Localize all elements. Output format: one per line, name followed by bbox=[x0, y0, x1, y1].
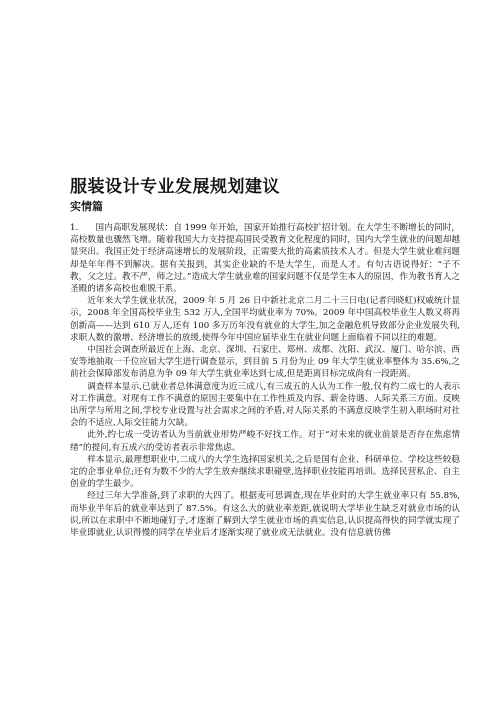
paragraph-anxiety: 此外,约七成一受访者认为当前就业形势严峻不好找工作。对于“对未来的就业前景是否存在焦虑情绪”的提问,有五成六的受访者表示非常焦虑。 bbox=[70, 430, 460, 453]
paragraph-satisfaction: 调查样本显示,已就业者总体满意度为近三成八,有三成五的人认为工作一般,仅有约二成七的人表示对工作满意。对现有工作不满意的原因主要集中在工作性质及内容、薪金待遇、人际关系三方面。反映出所学与所用之间,学校专业设置与社会需求之间的矛盾,对人际关系的不满意反映学生初入职场时对社会的不适应,人际交往能力欠缺。 bbox=[70, 381, 460, 429]
section-heading: 实情篇 bbox=[70, 200, 103, 213]
paragraph-ideal-job: 样本显示,最理想职业中,二成八的大学生选择国家机关,之后是国有企业、科研单位、学校这些较稳定的企事业单位;还有为数不少的大学生放弃继续求职碰壁,选择职业技能再培训。选择民营私企、自主创业的学生最少。 bbox=[70, 454, 460, 490]
paragraph-senior-year: 经过三年大学准备,到了求职的大四了。根据麦可思调查,现在毕业时的大学生就业率只有 55.8%,而毕业半年后的就业率达到了 87.5%。有这么大的就业率差距,就说明大学毕业生缺乏对就业市场的认识,所以在求职中不断地碰钉子,才逐渐了解到大学生就业市场的真实信息,认识提高得快的同学就实现了毕业即就业,认识得慢的同学在毕业后才逐渐实现了就业或无法就业。没有信息就仿佛 bbox=[70, 491, 460, 539]
paragraph-domestic-status: 1. 国内高职发展现状：自 1999 年开始，国家开始推行高校扩招计划。在大学生不断增长的同时，高校数量也骤然飞增。随着我国大力支持提高国民受教育文化程度的同时，国内大学生就业的问题却越显突出。我国正处于经济高速增长的发展阶段，正需要大批的高素质技术人才。但是大学生就业难问题却是年年得不到解决。据有关报到，其实企业缺的不是大学生，而是人才。有句古语说得好：“子不教，父之过。教不严，师之过。”造成大学生就业难的国家问题不仅是学生本人的原因，作为教书育人之圣殿的诸多高校也难脱干系。 bbox=[70, 223, 460, 295]
paragraph-survey: 中国社会调查所最近在上海、北京、深圳、石家庄、郑州、成都、沈阳、武汉、厦门、哈尔滨、西安等地抽取一千位应届大学生进行调查显示，到目前 5 月份为止 09 年大学生就业率整体为 35.6%,之前社会保障部发布消息为争 09 年大学生就业率达到七成,但是距离目标完成尚有一段距离。 bbox=[70, 345, 460, 380]
document-body bbox=[70, 222, 460, 539]
document-title: 服装设计专业发展规划建议 bbox=[70, 177, 280, 197]
paragraph-recent-employment: 近年来大学生就业状况，2009 年 5 月 26 日中新社北京二月二十三日电(记者闫晓虹)权威统计显示，2008 年全国高校毕业生 532 万人,全国平均就业率为 70%。2009 年中国高校毕业生人数又将再创新高——达到 610 万人,还有 100 多万历年没有就业的大学生,加之金融危机导致部分企业发展失利,求职人数的激增、经济增长的放缓,使得今年中国应届毕业生在就业问题上面临着不同以往的难题。 bbox=[70, 296, 460, 343]
